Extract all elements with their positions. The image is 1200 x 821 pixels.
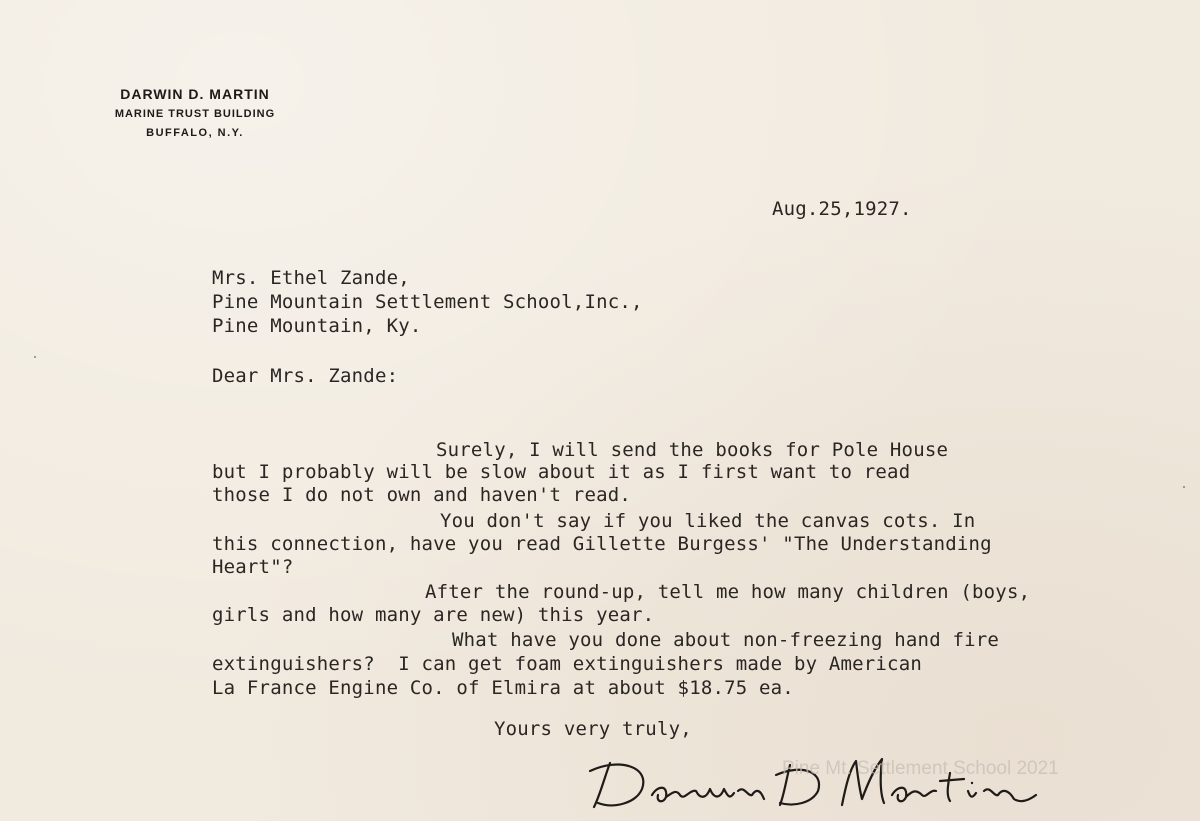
body-line: extinguishers? I can get foam extinguishers made by American [212,653,922,675]
letterhead-name: DARWIN D. MARTIN [120,86,270,102]
letterhead-building: MARINE TRUST BUILDING [114,108,276,120]
body-line: You don't say if you liked the canvas cots. In [440,510,976,532]
body-line: La France Engine Co. of Elmira at about $18.75 ea. [212,677,794,699]
body-line: What have you done about non-freezing hand fire [452,629,1000,651]
body-line: After the round-up, tell me how many children (boys, [425,581,1031,603]
body-line: girls and how many are new) this year. [212,604,655,626]
body-line: but I probably will be slow about it as I first want to read [212,461,911,483]
body-line: Surely, I will send the books for Pole House [436,439,949,461]
body-line: this connection, have you read Gillette Burgess' "The Understanding [212,533,992,555]
body-line: Heart"? [212,556,294,578]
address-line-1: Mrs. Ethel Zande, [212,267,410,289]
body-line: those I do not own and haven't read. [212,484,632,506]
paper-speck [34,356,36,358]
signature [580,745,1070,815]
letter-date: Aug.25,1927. [772,198,912,220]
paper-speck [1183,486,1185,488]
letterhead [90,86,300,139]
salutation: Dear Mrs. Zande: [212,365,399,387]
closing: Yours very truly, [494,718,692,740]
watermark: Pine Mt. Settlement School 2021 [782,758,1059,779]
letterhead-city: BUFFALO, N.Y. [146,127,244,139]
address-line-3: Pine Mountain, Ky. [212,315,422,337]
address-line-2: Pine Mountain Settlement School,Inc., [212,291,643,313]
